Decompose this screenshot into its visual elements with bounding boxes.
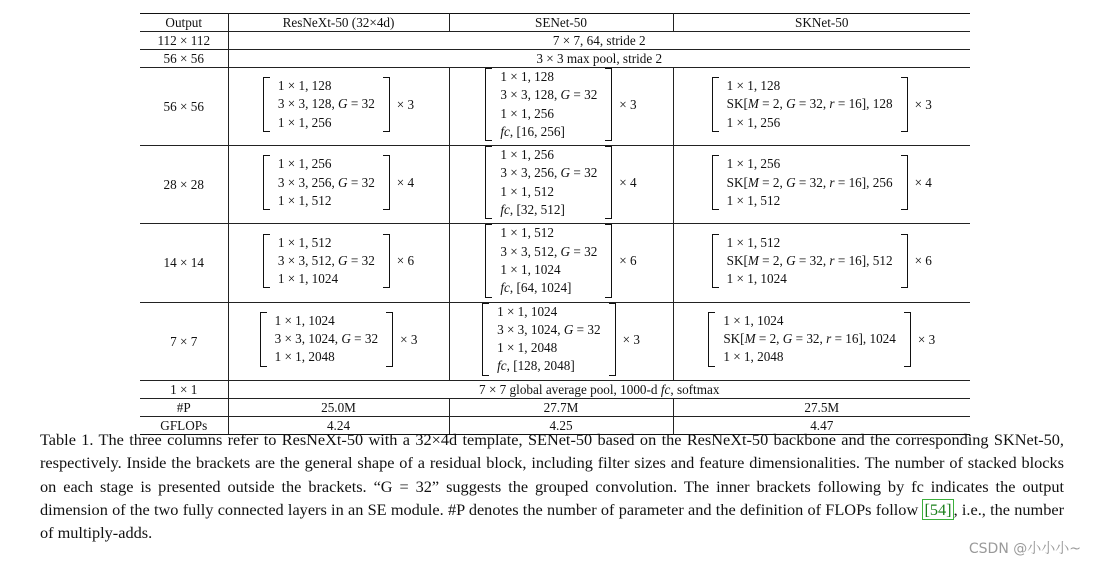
- left-bracket: [712, 77, 719, 132]
- architecture-table-container: [140, 13, 970, 435]
- bracket: [485, 146, 612, 219]
- row-output: 56 × 56: [140, 50, 228, 68]
- layer-spec: 1 × 1, 512: [726, 234, 781, 250]
- right-bracket: [609, 303, 616, 376]
- layer-spec: 1 × 1, 1024: [277, 271, 339, 287]
- layer-spec: 3 × 3, 512, G = 32: [277, 252, 375, 268]
- repeat-count: × 6: [914, 253, 932, 269]
- layer-spec: fc, [32, 512]: [500, 202, 565, 218]
- left-bracket: [485, 68, 492, 141]
- layer-spec: SK[M = 2, G = 32, r = 16], 128: [726, 96, 893, 112]
- layer-spec: 1 × 1, 1024: [726, 271, 787, 287]
- layer-spec: fc, [64, 1024]: [500, 280, 572, 296]
- layer-spec: 1 × 1, 128: [277, 78, 332, 94]
- layer-spec: 1 × 1, 1024: [500, 261, 561, 277]
- gflops-resnext: 4.24: [228, 416, 449, 434]
- sknet-block: [708, 312, 935, 367]
- gflops-label: GFLOPs: [140, 416, 228, 434]
- block-lines: [500, 224, 597, 297]
- right-bracket: [383, 77, 390, 132]
- resnext-stage-cell: [228, 224, 449, 302]
- bracket: [485, 224, 612, 297]
- sknet-stage-cell: [673, 68, 970, 146]
- params-sknet: 27.5M: [673, 398, 970, 416]
- bracket: [712, 77, 908, 132]
- left-bracket: [263, 77, 270, 132]
- layer-spec: 1 × 1, 256: [500, 147, 554, 163]
- block-lines: [500, 146, 597, 219]
- right-bracket: [904, 312, 911, 367]
- layer-spec: 1 × 1, 2048: [274, 349, 335, 365]
- csdn-watermark: CSDN @小小小~: [968, 541, 1081, 557]
- layer-spec: 1 × 1, 256: [500, 105, 554, 121]
- left-bracket: [263, 234, 270, 289]
- senet-stage-cell: [449, 224, 673, 302]
- repeat-count: × 3: [622, 331, 640, 347]
- block-lines: [727, 234, 893, 289]
- layer-spec: 1 × 1, 256: [277, 156, 332, 172]
- bracket: [260, 312, 394, 367]
- left-bracket: [260, 312, 267, 367]
- params-resnext: 25.0M: [228, 398, 449, 416]
- layer-spec: 1 × 1, 1024: [497, 303, 558, 319]
- repeat-count: × 4: [619, 175, 637, 191]
- table-row-stage: [140, 224, 970, 302]
- block-lines: [275, 312, 379, 367]
- bracket: [712, 234, 908, 289]
- bracket: [263, 234, 390, 289]
- sknet-block: [712, 77, 932, 132]
- layer-spec: 1 × 1, 1024: [723, 312, 784, 328]
- table-row-conv1: [140, 32, 970, 50]
- global-pool-text: 7 × 7 global average pool, 1000-d fc, softmax: [479, 381, 720, 397]
- caption-text: Table 1. The three columns refer to ResNeXt-50 with a 32×4d template, SENet-50 based on the ResNeXt-50 backbone and the corresponding SKNet-50, respectively. Inside the brackets are the general shape of a residual block, including filter sizes and feature dimensionalities. The number of stacked blocks on each stage is presented outside the brackets. “G = 32” suggests the grouped convolution. The inner brackets following by fc indicates the output dimension of the two fully connected layers in an SE module. #P denotes the number of parameter and the definition of FLOPs follow: [40, 430, 1064, 519]
- table-row-stage: [140, 302, 970, 380]
- left-bracket: [485, 224, 492, 297]
- layer-spec: 1 × 1, 2048: [497, 340, 558, 356]
- senet-block: [485, 146, 636, 219]
- layer-spec: 1 × 1, 512: [726, 192, 781, 208]
- resnext-block: [260, 312, 418, 367]
- layer-spec: SK[M = 2, G = 32, r = 16], 256: [726, 174, 893, 190]
- senet-stage-cell: [449, 68, 673, 146]
- layer-spec: SK[M = 2, G = 32, r = 16], 1024: [723, 331, 896, 346]
- layer-spec: 1 × 1, 2048: [723, 349, 784, 365]
- params-label: #P: [140, 398, 228, 416]
- resnext-block: [263, 234, 414, 289]
- resnext-block: [263, 77, 414, 132]
- block-lines: [278, 77, 375, 132]
- sknet-block: [712, 234, 932, 289]
- resnext-stage-cell: [228, 302, 449, 380]
- repeat-count: × 6: [396, 253, 415, 269]
- senet-block: [482, 303, 640, 376]
- block-lines: [727, 77, 893, 132]
- layer-spec: 3 × 3, 128, G = 32: [500, 87, 598, 103]
- right-bracket: [605, 146, 612, 219]
- sknet-stage-cell: [673, 302, 970, 380]
- resnext-stage-cell: [228, 146, 449, 224]
- repeat-count: × 3: [917, 331, 936, 347]
- layer-spec: 3 × 3, 128, G = 32: [277, 96, 375, 112]
- header-output: Output: [140, 14, 228, 32]
- caption-text-end: , i.e., the number of multiply-adds.: [40, 499, 1064, 543]
- layer-spec: SK[M = 2, G = 32, r = 16], 512: [726, 252, 893, 268]
- maxpool-spec: 3 × 3 max pool, stride 2: [228, 50, 970, 68]
- row-output: 112 × 112: [140, 32, 228, 50]
- params-senet: 27.7M: [449, 398, 673, 416]
- left-bracket: [263, 155, 270, 210]
- table-row-global-pool: [140, 380, 970, 398]
- table-row-params: [140, 398, 970, 416]
- right-bracket: [605, 224, 612, 297]
- bracket: [712, 155, 908, 210]
- right-bracket: [901, 77, 908, 132]
- layer-spec: 1 × 1, 512: [500, 183, 554, 199]
- senet-stage-cell: [449, 146, 673, 224]
- citation-link[interactable]: [54]: [924, 499, 952, 519]
- senet-block: [485, 68, 636, 141]
- row-output: 14 × 14: [140, 224, 228, 302]
- gflops-sknet: 4.47: [673, 416, 970, 434]
- repeat-count: × 4: [914, 175, 932, 191]
- sknet-stage-cell: [673, 146, 970, 224]
- right-bracket: [383, 155, 390, 210]
- layer-spec: 3 × 3, 1024, G = 32: [274, 331, 379, 346]
- layer-spec: 1 × 1, 128: [726, 78, 781, 94]
- block-lines: [278, 155, 375, 210]
- layer-spec: 1 × 1, 256: [726, 156, 781, 172]
- left-bracket: [712, 234, 719, 289]
- repeat-count: × 3: [914, 97, 932, 113]
- layer-spec: 1 × 1, 256: [726, 114, 781, 130]
- repeat-count: × 6: [619, 253, 637, 269]
- repeat-count: × 4: [396, 175, 415, 191]
- sknet-block: [712, 155, 932, 210]
- header-senet: SENet-50: [449, 14, 673, 32]
- right-bracket: [901, 155, 908, 210]
- conv1-spec: 7 × 7, 64, stride 2: [228, 32, 970, 50]
- table-row-stage: [140, 146, 970, 224]
- repeat-count: × 3: [396, 97, 415, 113]
- block-lines: [497, 303, 601, 376]
- repeat-count: × 3: [400, 331, 418, 347]
- row-output: 7 × 7: [140, 302, 228, 380]
- layer-spec: 3 × 3, 256, G = 32: [500, 165, 598, 181]
- senet-stage-cell: [449, 302, 673, 380]
- table-row-stage: [140, 68, 970, 146]
- row-output: 56 × 56: [140, 68, 228, 146]
- bracket: [482, 303, 616, 376]
- right-bracket: [605, 68, 612, 141]
- left-bracket: [712, 155, 719, 210]
- table-caption: [40, 428, 1064, 544]
- header-sknet: SKNet-50: [673, 14, 970, 32]
- architecture-table: [140, 13, 970, 435]
- sknet-stage-cell: [673, 224, 970, 302]
- bracket: [263, 77, 390, 132]
- layer-spec: 1 × 1, 128: [500, 69, 554, 84]
- right-bracket: [901, 234, 908, 289]
- layer-spec: 3 × 3, 1024, G = 32: [497, 321, 601, 337]
- left-bracket: [708, 312, 715, 367]
- bracket: [263, 155, 390, 210]
- row-output: 28 × 28: [140, 146, 228, 224]
- bracket: [485, 68, 612, 141]
- resnext-block: [263, 155, 414, 210]
- block-lines: [727, 155, 893, 210]
- header-resnext: ResNeXt-50 (32×4d): [228, 14, 449, 32]
- senet-block: [485, 224, 636, 297]
- layer-spec: fc, [128, 2048]: [497, 358, 575, 374]
- row-output: 1 × 1: [140, 380, 228, 398]
- block-lines: [278, 234, 375, 289]
- layer-spec: 1 × 1, 512: [500, 225, 554, 241]
- table-row-maxpool: [140, 50, 970, 68]
- layer-spec: 1 × 1, 512: [277, 192, 332, 208]
- block-lines: [500, 68, 597, 141]
- resnext-stage-cell: [228, 68, 449, 146]
- right-bracket: [383, 234, 390, 289]
- layer-spec: 1 × 1, 256: [277, 114, 332, 130]
- table-header-row: [140, 14, 970, 32]
- repeat-count: × 3: [619, 97, 637, 113]
- layer-spec: fc, [16, 256]: [500, 123, 565, 139]
- stage-rows: [140, 68, 970, 381]
- gflops-senet: 4.25: [449, 416, 673, 434]
- left-bracket: [482, 303, 489, 376]
- bracket: [708, 312, 911, 367]
- layer-spec: 1 × 1, 512: [277, 234, 332, 250]
- right-bracket: [386, 312, 393, 367]
- layer-spec: 1 × 1, 1024: [274, 312, 335, 328]
- layer-spec: 3 × 3, 256, G = 32: [277, 174, 375, 190]
- left-bracket: [485, 146, 492, 219]
- layer-spec: 3 × 3, 512, G = 32: [500, 243, 598, 259]
- block-lines: [723, 312, 896, 367]
- global-pool-spec: [228, 380, 970, 398]
